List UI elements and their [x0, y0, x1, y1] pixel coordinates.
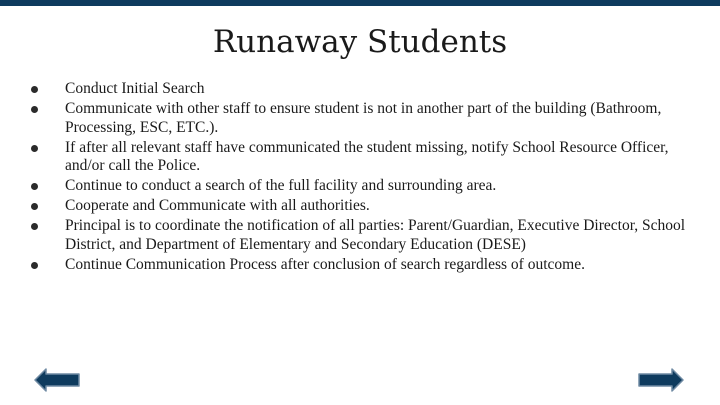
- bullet-item: [28, 217, 688, 254]
- slide-title: Runaway Students: [212, 24, 508, 60]
- bullet-text: If after all relevant staff have communicated the student missing, notify School Resource Officer, and/or call the Police.: [65, 138, 669, 174]
- bullet-dot-icon: [31, 183, 38, 190]
- bullet-item: [28, 80, 688, 99]
- bullet-item: [28, 177, 688, 196]
- bullet-text: Continue Communication Process after conclusion of search regardless of outcome.: [65, 255, 585, 273]
- next-button[interactable]: [638, 368, 684, 392]
- bullet-text: Conduct Initial Search: [65, 80, 205, 97]
- right-arrow-icon: [638, 368, 684, 392]
- bullet-list: [28, 80, 688, 276]
- bullet-dot-icon: [31, 86, 38, 93]
- bullet-item: [28, 139, 688, 176]
- bullet-dot-icon: [31, 223, 38, 230]
- bullet-item: [28, 100, 688, 137]
- bullet-dot-icon: [31, 203, 38, 210]
- bullet-text: Principal is to coordinate the notification of all parties: Parent/Guardian, Executive Director, School District, and Department of Elementary and Secondary Education (DESE): [65, 217, 686, 253]
- bullet-dot-icon: [31, 262, 38, 269]
- bullet-dot-icon: [31, 145, 38, 152]
- left-arrow-icon: [34, 368, 80, 392]
- top-accent-bar: [0, 0, 720, 6]
- bullet-dot-icon: [31, 106, 38, 113]
- back-button[interactable]: [34, 368, 80, 392]
- bullet-text: Continue to conduct a search of the full facility and surrounding area.: [65, 177, 497, 194]
- bullet-item: [28, 197, 688, 216]
- bullet-text: Communicate with other staff to ensure student is not in another part of the building (Bathroom, Processing, ESC, ETC.).: [65, 100, 662, 136]
- bullet-text: Cooperate and Communicate with all authorities.: [65, 197, 370, 214]
- bullet-item: [28, 256, 688, 275]
